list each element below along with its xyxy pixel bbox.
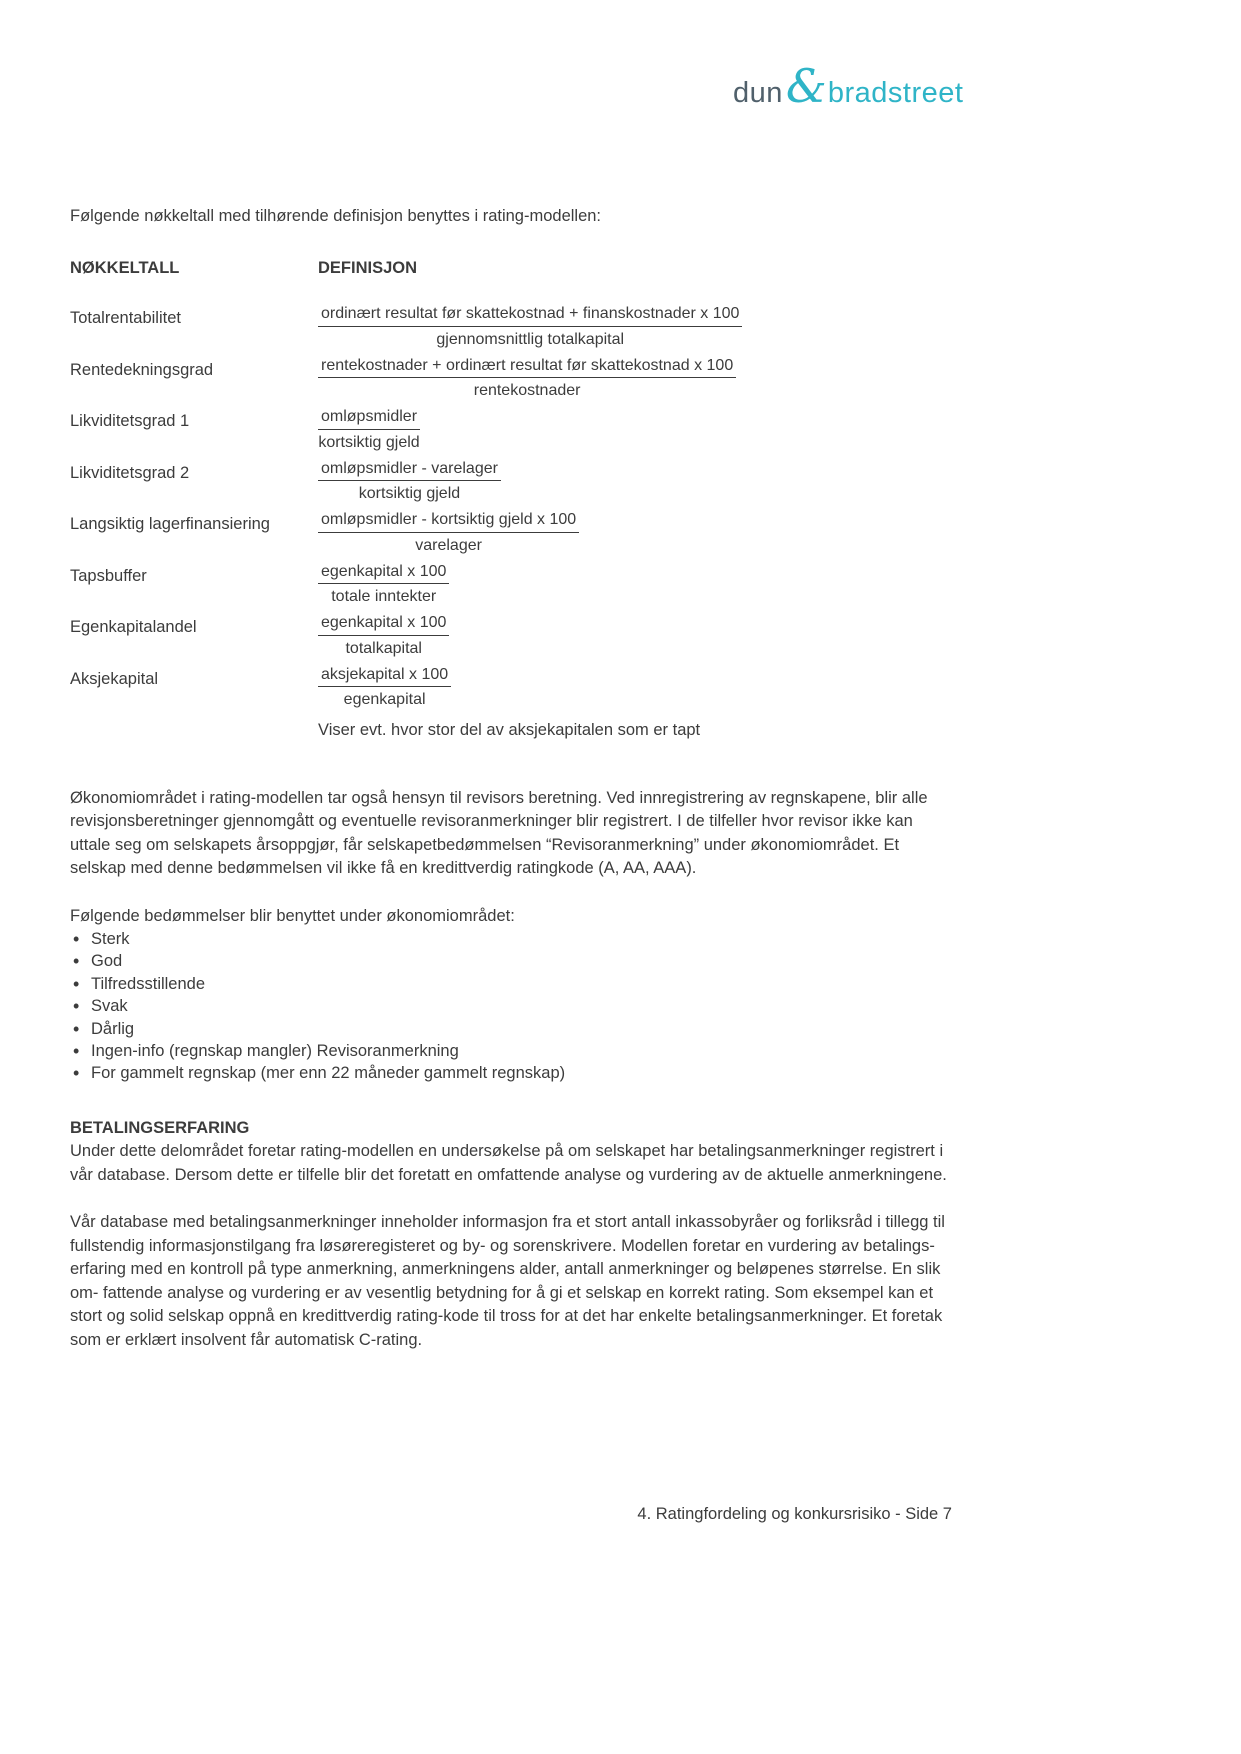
list-item: • Svak <box>70 995 955 1017</box>
ratio-name: Totalrentabilitet <box>70 309 181 327</box>
ratio-definition-fraction <box>318 407 420 452</box>
ratio-name: Rentedekningsgrad <box>70 360 214 379</box>
ratio-definition-fraction <box>318 304 742 349</box>
ratio-definition-fraction <box>318 665 451 710</box>
fraction-denominator: gjennomsnittlig totalkapital <box>436 330 625 348</box>
betalingserfaring-paragraph-2: Vår database med betalingsanmerkninger inneholder informasjon fra et stort antall inkassobyråer og forliksråd i tillegg til fullstendig informasjonstilgang fra løsøreregisteret og by- og sorenskrivere. Modellen foretar en vurdering av betalings- erfaring med en kontroll på type anmerkning, anmerkningens alder, antall anmerkninger og beløpenes størrelse. En slik om- fattende analyse og vurdering er av vesentlig betydning for å gi et selskap en korrekt rating. Som eksempel kan et stort og solid selskap oppnå en kredittverdig rating-kode til tross for at det har enkelte betalingsanmerkninger. Et foretak som er erklært insolvent får automatisk C-rating. <box>70 1213 945 1349</box>
section-heading-betalingserfaring: BETALINGSERFARING <box>70 1118 250 1137</box>
logo-ampersand-icon: & <box>785 59 827 113</box>
list-item: • Tilfredsstillende <box>70 973 955 995</box>
fraction-numerator: omløpsmidler - varelager <box>318 459 501 482</box>
aksjekapital-note: Viser evt. hvor stor del av aksjekapitalen som er tapt <box>318 721 701 739</box>
table-row <box>70 407 955 452</box>
economy-paragraph: Økonomiområdet i rating-modellen tar også hensyn til revisors beretning. Ved innregistrering av regnskapene, blir alle revisjonsberetninger gjennomgått og eventuelle revisoranmerkninger blir registrert. I de tilfeller hvor revisor ikke kan uttale seg om selskapets årsoppgjør, får selskapetbedømmelsen “Revisoranmerkning” under økonomiområdet. Et selskap med denne bedømmelsen vil ikke få en kredittverdig ratingkode (A, AA, AAA). <box>70 788 928 877</box>
fraction-denominator: rentekostnader <box>473 382 581 399</box>
dun-bradstreet-logo <box>733 59 964 113</box>
table-row <box>70 613 955 658</box>
fraction-numerator: rentekostnader + ordinært resultat før skattekostnad x 100 <box>318 356 736 379</box>
list-item: • God <box>70 950 955 972</box>
table-row <box>70 562 955 607</box>
logo-text-dun: dun <box>733 77 783 109</box>
table-row <box>70 356 955 401</box>
list-item: • Ingen-info (regnskap mangler) Revisoranmerkning <box>70 1040 955 1062</box>
list-item: • Dårlig <box>70 1018 955 1040</box>
list-item: • For gammelt regnskap (mer enn 22 måneder gammelt regnskap) <box>70 1062 955 1084</box>
fraction-denominator: totale inntekter <box>331 588 437 605</box>
fraction-numerator: ordinært resultat før skattekostnad + finanskostnader x 100 <box>318 304 742 327</box>
ratio-definition-fraction <box>318 613 449 658</box>
page-footer: 4. Ratingfordeling og konkursrisiko - Side 7 <box>637 1505 952 1523</box>
table-row <box>70 510 955 555</box>
fraction-numerator: omløpsmidler <box>318 407 420 430</box>
fraction-denominator: varelager <box>415 536 482 554</box>
ratio-name: Langsiktig lagerfinansiering <box>70 515 270 533</box>
betalingserfaring-paragraph-1: Under dette delområdet foretar rating-modellen en undersøkelse på om selskapet har betalingsanmerkninger registrert i vår database. Dersom dette er tilfelle blir det foretatt en omfattende analyse og vurdering av de aktuelle anmerkningene. <box>70 1142 947 1184</box>
ratio-name: Likviditetsgrad 2 <box>70 463 190 482</box>
ratio-name: Egenkapitalandel <box>70 618 197 636</box>
ratio-name: Tapsbuffer <box>70 566 147 585</box>
column-header-nokkeltall: NØKKELTALL <box>70 258 180 277</box>
ratio-definition-fraction <box>318 459 501 504</box>
column-header-definisjon: DEFINISJON <box>318 258 418 277</box>
fraction-denominator: kortsiktig gjeld <box>318 433 420 451</box>
table-row <box>70 459 955 504</box>
assessments-list <box>70 928 955 1085</box>
logo-text-bradstreet: bradstreet <box>827 77 964 109</box>
fraction-numerator: egenkapital x 100 <box>318 613 449 636</box>
list-item: • Sterk <box>70 928 955 950</box>
fraction-numerator: egenkapital x 100 <box>318 562 449 585</box>
assessments-list-intro: Følgende bedømmelser blir benyttet under økonomiområdet: <box>70 906 515 925</box>
table-header-row <box>70 257 955 281</box>
ratio-name: Likviditetsgrad 1 <box>70 412 190 430</box>
fraction-denominator: egenkapital <box>343 691 426 708</box>
fraction-denominator: totalkapital <box>345 639 422 657</box>
fraction-numerator: aksjekapital x 100 <box>318 665 451 688</box>
table-row <box>70 304 955 349</box>
table-row <box>70 665 955 710</box>
ratio-definition-fraction <box>318 562 449 607</box>
intro-text: Følgende nøkkeltall med tilhørende definisjon benyttes i rating-modellen: <box>70 207 602 225</box>
document-body <box>70 205 955 1352</box>
ratio-definition-fraction <box>318 510 579 555</box>
ratio-definition-fraction <box>318 356 736 401</box>
ratio-name: Aksjekapital <box>70 669 159 688</box>
fraction-denominator: kortsiktig gjeld <box>358 485 461 502</box>
fraction-numerator: omløpsmidler - kortsiktig gjeld x 100 <box>318 510 579 533</box>
